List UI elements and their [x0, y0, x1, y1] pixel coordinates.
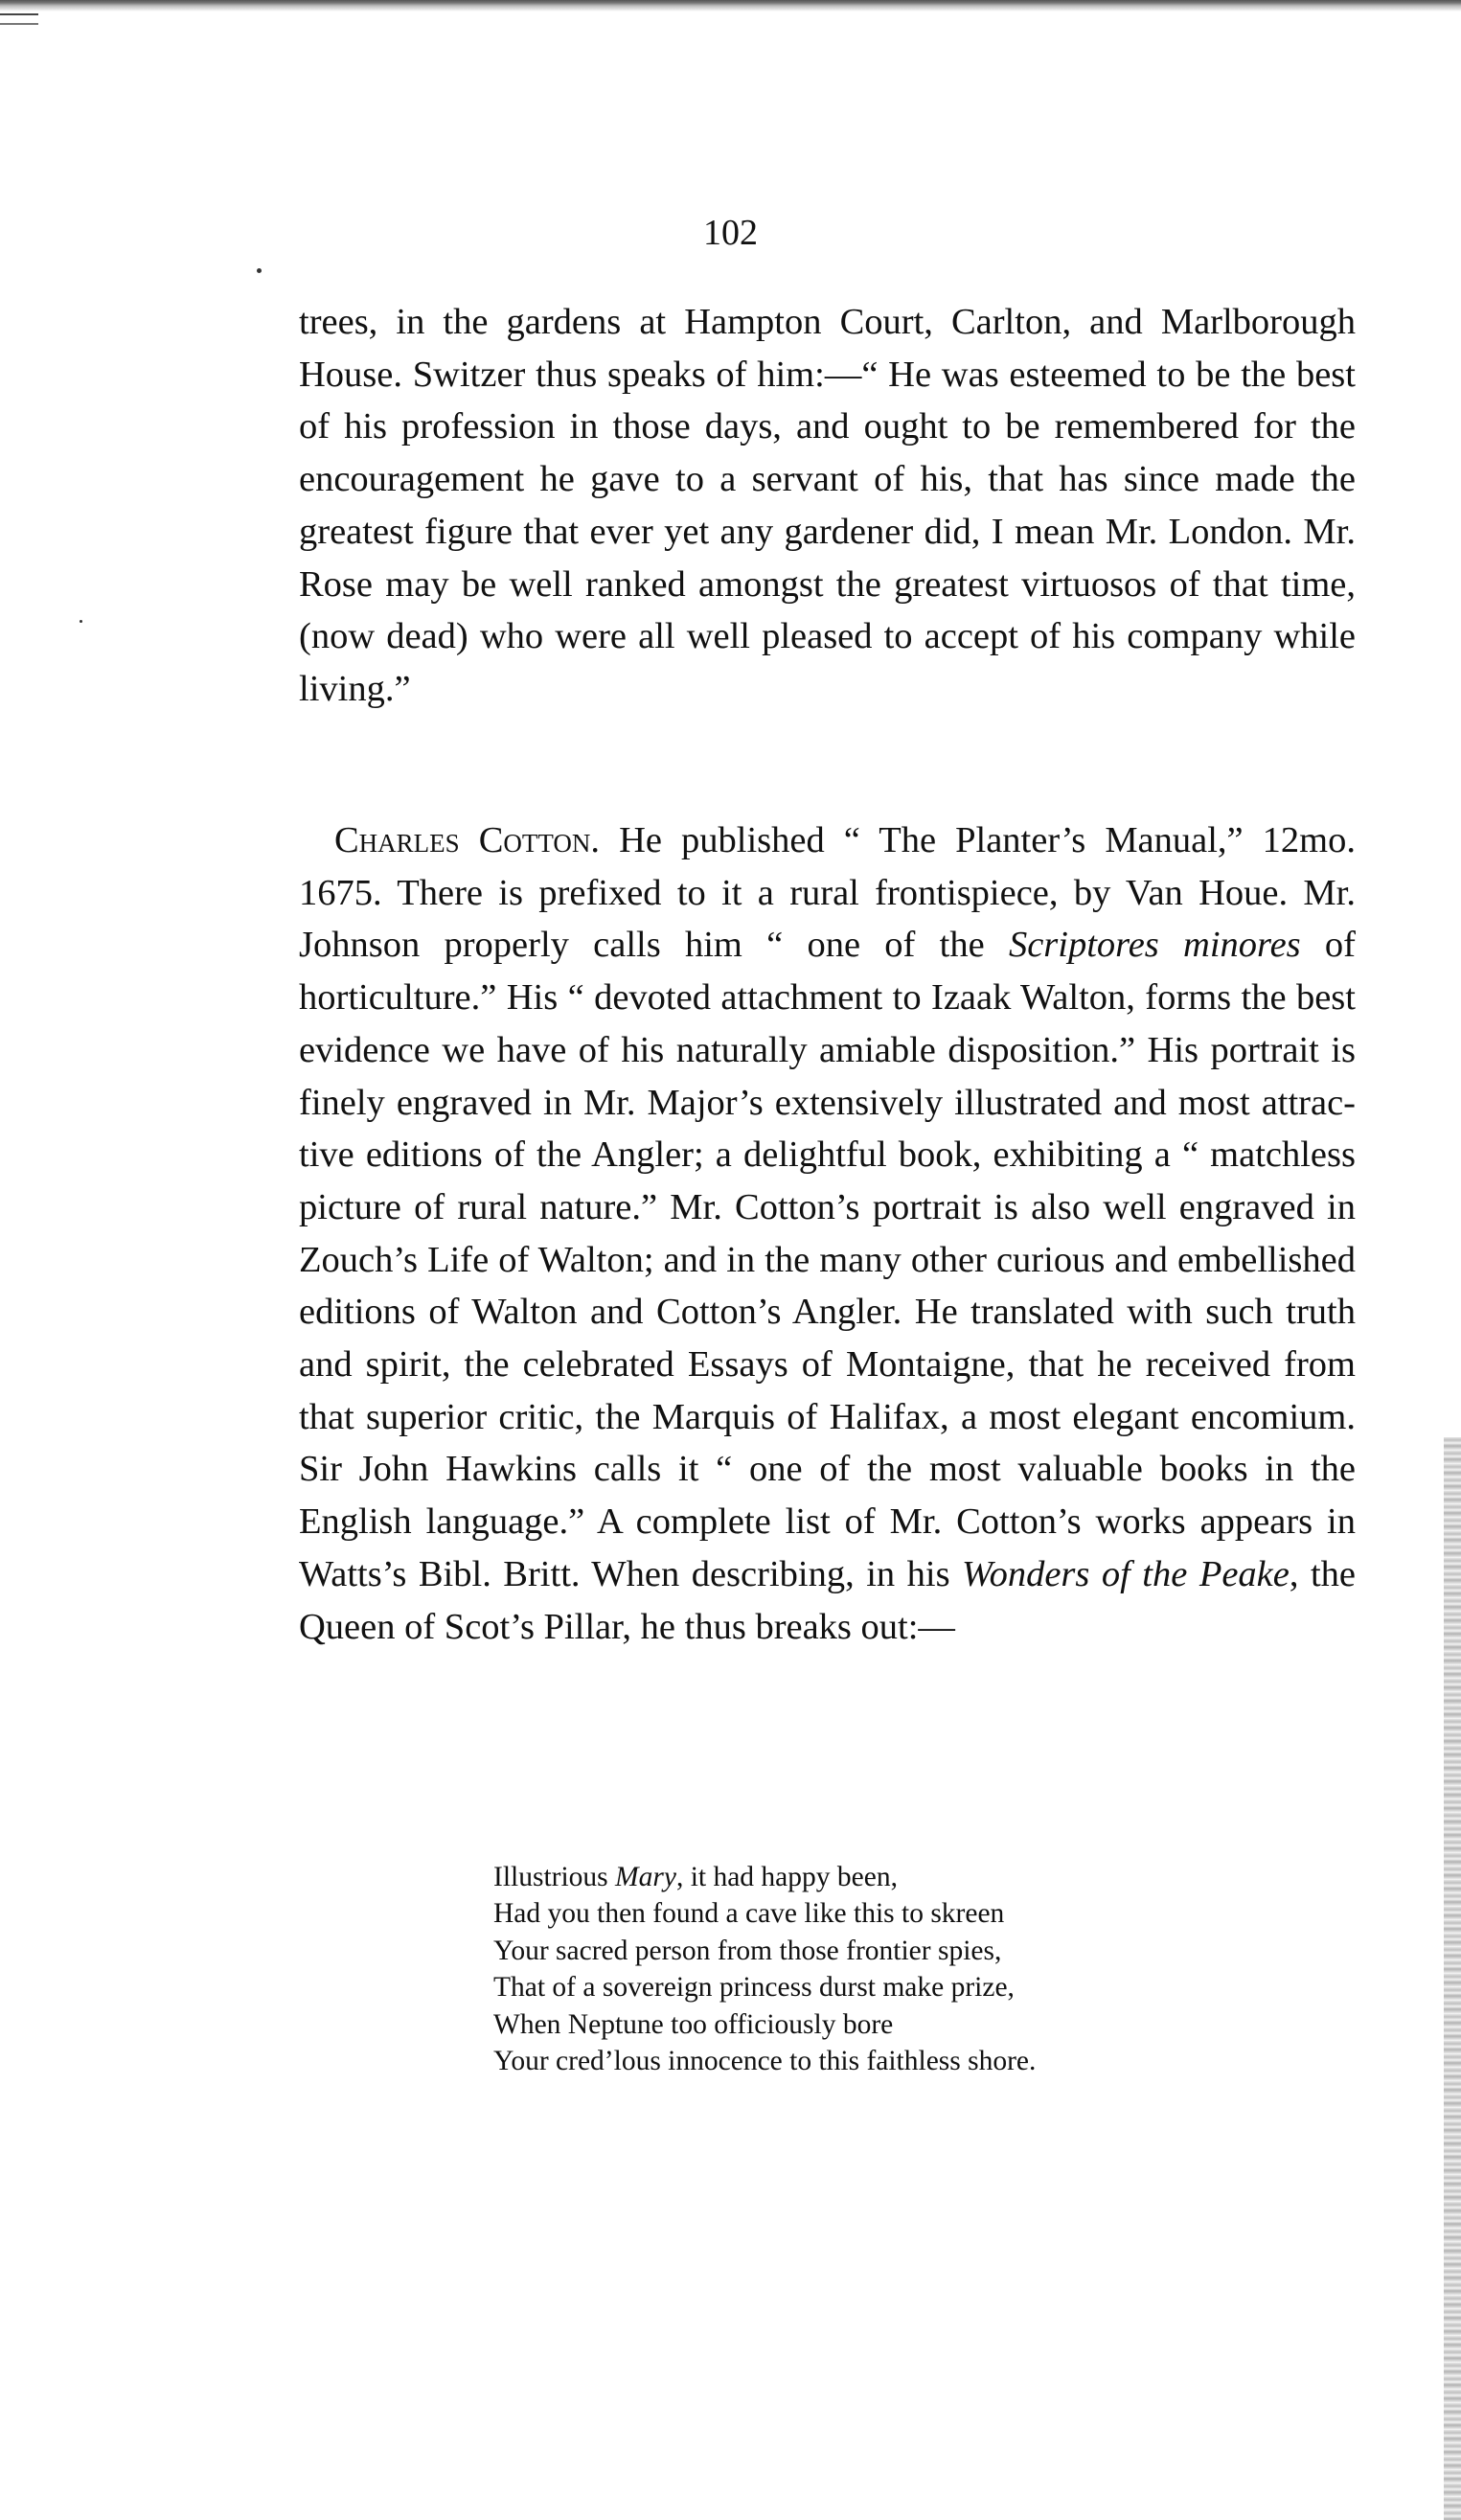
poem-line-4: That of a sovereign princess durst make prize,	[493, 1972, 1015, 2004]
poem-line-3: Your sacred person from those frontier spies,	[493, 1935, 1002, 1966]
paragraph-2-text-a: He published “ The Planter’s Manual,” 12mo. 1675. There is prefixed to it a rural frontispiece, by Van Houe. Mr. Johnson properly calls him “ one of the	[299, 820, 1356, 966]
paragraph-1: trees, in the gardens at Hampton Court, Carlton, and Marlborough House. Switzer thus speaks of him:—“ He was esteemed to be the best of his profession in those days, and ought to be remembered for the encouragement he gave to a servant of his, that has since made the greatest figure that ever yet any gardener did, I mean Mr. London. Mr. Rose may be well ranked amongst the greatest virtuosos of that time, (now dead) who were all well pleased to accept of his company while living.”	[299, 302, 1356, 709]
poem-line-5: When Neptune too officiously bore	[493, 2008, 894, 2040]
ink-speck	[257, 268, 262, 273]
ink-speck	[80, 620, 82, 623]
poem-line-1-b: , it had happy been,	[675, 1862, 898, 1892]
paragraph-2-italic-b: Wonders of the Peake	[962, 1553, 1290, 1594]
poem-line-6: Your cred’lous innocence to this faithless shore.	[493, 2046, 1037, 2077]
poem-line-1-italic: Mary	[615, 1862, 676, 1892]
page-number: 102	[703, 213, 758, 253]
page-top-edge	[0, 0, 1461, 11]
paragraph-2	[299, 814, 1356, 1653]
poem-line-2: Had you then found a cave like this to skreen	[493, 1898, 1005, 1930]
poem-quotation	[493, 1859, 1221, 2079]
poem-line-1-a: Illustrious	[493, 1862, 616, 1892]
paragraph-2-text-b: of horticulture.” His “ devoted attachment to Izaak Walton, forms the best evidence we have of his naturally amiable disposition.” His portrait is finely engraved in Mr. Major’s extensively illustrated and most attractive editions of the Angler; a delightful book, exhibiting a “ matchless picture of rural nature.” Mr. Cotton’s portrait is also well engraved in Zouch’s Life of Walton; and in the many other curious and embellished editions of Walton and Cotton’s Angler. He translated with such truth and spirit, the celebrated Essays of Montaigne, that he received from that superior critic, the Marquis of Halifax, a most elegant encomium. Sir John Hawkins calls it “ one of the most valuable books in the English language.” A complete list of Mr. Cotton’s works appears in Watts’s Bibl. Britt. When describing, in his	[299, 925, 1357, 1594]
entry-heading: Charles Cotton.	[334, 820, 601, 860]
poem-line-1	[493, 1859, 1221, 1895]
page-top-edge-mark	[0, 13, 38, 25]
page-right-edge-shadow	[1444, 1437, 1461, 2520]
paragraph-2-text-c: , the Queen of Scot’s Pillar, he thus breaks out:—	[299, 1553, 1357, 1647]
paragraph-2-italic-a: Scriptores minores	[1008, 925, 1301, 966]
